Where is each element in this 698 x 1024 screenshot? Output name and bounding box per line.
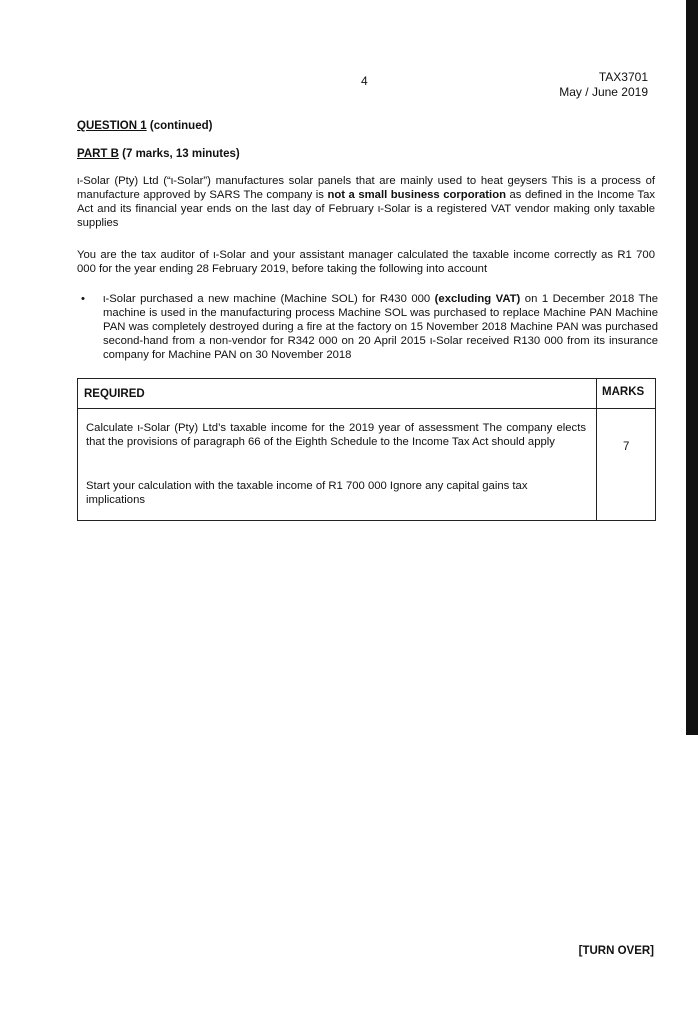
taxable-income-paragraph: You are the tax auditor of ι-Solar and your assistant manager calculated the taxable income correctly as R1 700 000 for the year ending 28 February 2019, before taking the following into account — [77, 249, 655, 275]
part-title — [77, 147, 240, 161]
part-label: PART B — [77, 148, 119, 160]
paragraph-emphasis: not a small business corporation — [327, 189, 506, 201]
question-title — [77, 119, 212, 133]
question-continued: (continued) — [149, 120, 213, 132]
bullet-text — [103, 292, 658, 362]
scan-edge-bar — [686, 0, 698, 735]
part-marks-time: (7 marks, 13 minutes) — [122, 148, 240, 160]
marks-header: MARKS — [602, 386, 645, 398]
marks-value: 7 — [623, 441, 630, 453]
company-background-paragraph — [77, 174, 655, 230]
exam-session: May / June 2019 — [559, 85, 648, 99]
course-code: TAX3701 — [598, 70, 648, 84]
required-header: REQUIRED — [84, 388, 145, 400]
page-number: 4 — [361, 74, 368, 88]
page-header — [559, 70, 648, 100]
column-divider — [596, 379, 597, 520]
paragraph-text: as defined in the Income Tax Act and its financial year ends on the last day of February ι-Solar is a registered VAT vendor making only taxable supplies — [77, 189, 655, 229]
turn-over-note: [TURN OVER] — [578, 945, 654, 957]
required-note: Start your calculation with the taxable income of R1 700 000 Ignore any capital gains tax implications — [86, 480, 528, 506]
header-divider — [78, 408, 655, 409]
bullet-text-part: ι-Solar purchased a new machine (Machine SOL) for R430 000 — [103, 293, 435, 305]
question-label: QUESTION 1 — [77, 120, 147, 132]
bullet-icon: • — [81, 293, 85, 305]
paragraph-text: ι-Solar (Pty) Ltd (“ι-Solar”) manufactures solar panels that are mainly used to heat geysers This is a process of manufacture approved by SARS The company is — [77, 175, 655, 201]
bullet-emphasis: (excluding VAT) — [434, 293, 521, 305]
bullet-text-part: on 1 December 2018 The machine is used in the manufacturing process Machine SOL was purchased to replace Machine PAN Machine PAN was completely destroyed during a fire at the factory on 15 November 2018 Machine PAN was purchased second-hand from a non-vendor for R342 000 on 20 April 2015 ι-Solar received R130 000 from its insurance company for Machine PAN on 30 November 2018 — [103, 293, 659, 361]
required-table — [77, 378, 656, 521]
required-instruction: Calculate ι-Solar (Pty) Ltd’s taxable income for the 2019 year of assessment The company elects that the provisions of paragraph 66 of the Eighth Schedule to the Income Tax Act should apply — [86, 422, 586, 448]
